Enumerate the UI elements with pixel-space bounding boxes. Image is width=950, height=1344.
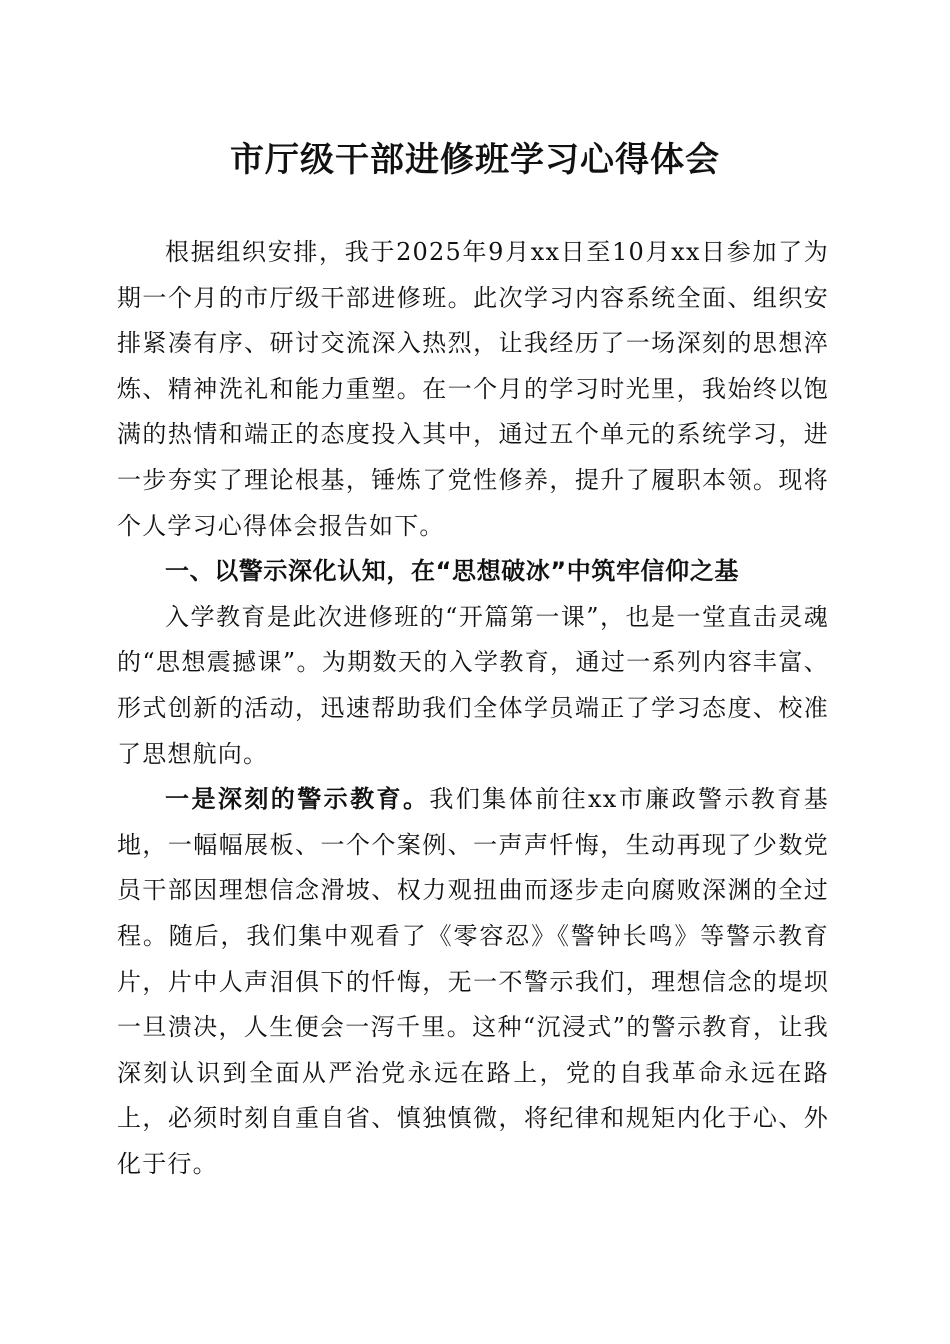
section-heading-1: 一、以警示深化认知，在“思想破冰”中筑牢信仰之基 — [165, 557, 739, 586]
document-body — [117, 230, 829, 1187]
section-1-paragraph-2 — [117, 777, 829, 1187]
section-1-paragraph-1: 入学教育是此次进修班的“开篇第一课”，也是一堂直击灵魂的“思想震撼课”。为期数天的入学教育，通过一系列内容丰富、形式创新的活动，迅速帮助我们全体学员端正了学习态度、校准了思想航向。 — [117, 602, 829, 768]
paragraph-lead-phrase: 一是深刻的警示教育。 — [165, 785, 430, 814]
paragraph-text: 我们集体前往xx市廉政警示教育基地，一幅幅展板、一个个案例、一声声忏悔，生动再现了少数党员干部因理想信念滑坡、权力观扭曲而逐步走向腐败深渊的全过程。随后，我们集中观看了《零容忍》《警钟长鸣》等警示教育片，片中人声泪俱下的忏悔，无一不警示我们，理想信念的堤坝一旦溃决，人生便会一泻千里。这种“沉浸式”的警示教育，让我深刻认识到全面从严治党永远在路上，党的自我革命永远在路上，必须时刻自重自省、慎独慎微，将纪律和规矩内化于心、外化于行。 — [117, 785, 829, 1178]
intro-paragraph: 根据组织安排，我于2025年9月xx日至10月xx日参加了为期一个月的市厅级干部进修班。此次学习内容系统全面、组织安排紧凑有序、研讨交流深入热烈，让我经历了一场深刻的思想淬炼、精神洗礼和能力重塑。在一个月的学习时光里，我始终以饱满的热情和端正的态度投入其中，通过五个单元的系统学习，进一步夯实了理论根基，锤炼了党性修养，提升了履职本领。现将个人学习心得体会报告如下。 — [117, 238, 829, 540]
document-title: 市厅级干部进修班学习心得体会 — [230, 140, 720, 180]
